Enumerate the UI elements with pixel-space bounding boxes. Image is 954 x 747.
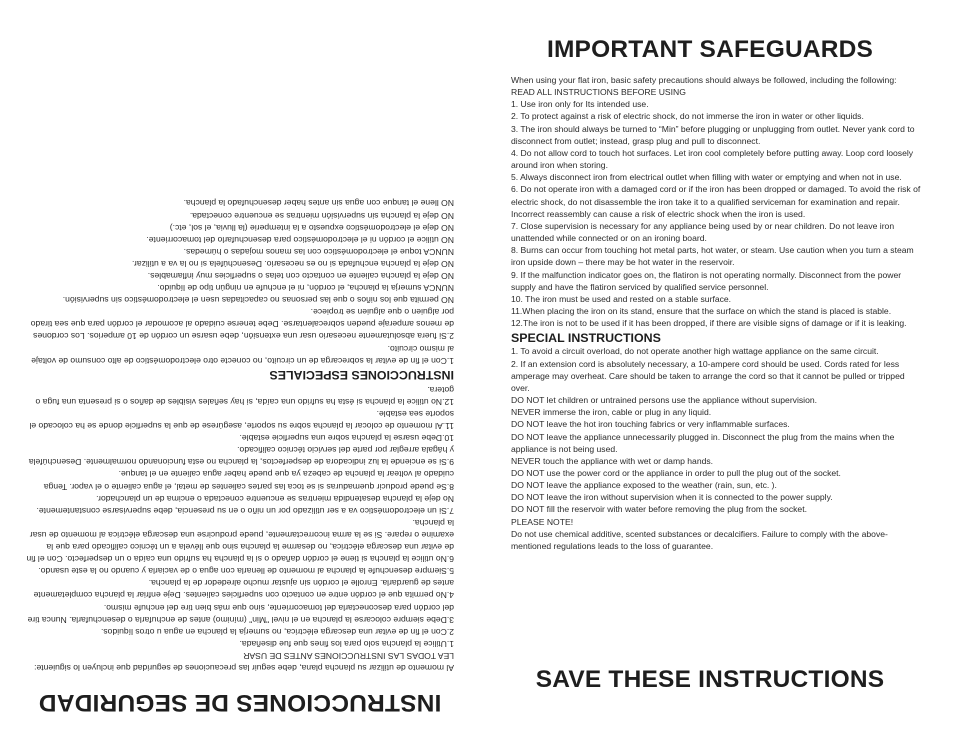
spanish-special-paragraph: NO deje la plancha enchufada si no es necesario. Desenchúfela si no la va a utilizar. bbox=[132, 258, 454, 269]
english-special-paragraph: 2. If an extension cord is absolutely necessary, a 10-ampere cord should be used. Cords rated for less amperage may overheat. Care should be taken to arrange the cord so that it cannot be pulled or tripped over. bbox=[511, 358, 905, 393]
english-page bbox=[477, 0, 954, 747]
spanish-special-paragraph: 2.Si fuera absolutamente necesario usar una extensión, debe usarse un cordón de 10 amperios. Los cordones de menos amperaje pueden sobrecalentarse. Debe tenerse cuidado al acomodar el cordón para que sea tirado por alguien o que alguien se tropiece. bbox=[30, 307, 454, 342]
spanish-paragraph: 12.No utilice la plancha si ésta ha sufrido una caída, si hay señales visibles de daños o si presenta una fuga o gotera. bbox=[35, 384, 454, 407]
english-special-paragraph: DO NOT fill the reservoir with water before removing the plug from the socket. bbox=[511, 504, 807, 515]
english-paragraph: 11.When placing the iron on its stand, ensure that the surface on which the stand is placed is stable. bbox=[511, 305, 892, 316]
spanish-paragraph: 5.Siempre desenchufe la plancha al momento de llenarla con agua o de vaciarla y cuando no la este usando. bbox=[38, 566, 454, 577]
spanish-paragraph: 9.Si se enciende la luz indicadora de desperfectos, la plancha no esta funcionando normalmente. Desenchúfela y hágala arreglar por parte del servicio técnico calificado. bbox=[28, 445, 454, 468]
english-special-paragraph: DO NOT leave the hot iron touching fabrics or very inflammable surfaces. bbox=[511, 419, 790, 430]
spanish-body bbox=[26, 197, 454, 674]
english-paragraph: 5. Always disconnect iron from electrical outlet when filling with water or emptying and when not in use. bbox=[511, 172, 902, 183]
spanish-paragraph: 11.Al momento de colocar la plancha sobre su soporte, asegúrese de que la superficie donde se ha colocado el soporte sea estable. bbox=[29, 409, 454, 432]
spanish-special-paragraph: NO deje el electrodoméstico expuesto a la intemperie (la lluvia, el sol, etc.) bbox=[169, 222, 454, 233]
english-paragraph: 9. If the malfunction indicator goes on, the flatiron is not operating normally. Disconnect from the power supply and have the flatiron serviced by qualified service personnel. bbox=[511, 269, 902, 292]
english-special-paragraph: NEVER immerse the iron, cable or plug in any liquid. bbox=[511, 407, 712, 418]
spanish-paragraph: 3.Debe siempre colocarse la plancha en el nivel "Min" (mínimo) antes de enchufarla o desenchufarla. Nunca tire del cordón para desconectarla del tomacorriente, sino que más bien tire del enchufe mismo. bbox=[27, 602, 454, 625]
spanish-paragraph: LEA TODAS LAS INSTRUCCIONES ANTES DE USAR bbox=[243, 650, 454, 661]
english-special-paragraph: NEVER touch the appliance with wet or damp hands. bbox=[511, 455, 714, 466]
spanish-special-paragraph: NO deje la plancha caliente en contacto con telas o superficies muy inflamables. bbox=[147, 271, 454, 281]
spanish-special-paragraph: NUNCA toque el electrodoméstico con las manos mojadas o húmedas. bbox=[183, 246, 454, 257]
spanish-special-paragraph: NO deje la plancha sin supervisión mientras se encuentre conectada. bbox=[189, 210, 454, 221]
english-special-paragraph: Do not use chemical additive, scented substances or decalcifiers. Failure to comply with the above-mentioned regulations leads to the loss of guarantee. bbox=[511, 528, 888, 551]
english-special-paragraph: 1. To avoid a circuit overload, do not operate another high wattage appliance on the same circuit. bbox=[511, 346, 879, 357]
spanish-special-paragraph: NUNCA sumerja la plancha, el cordón, ni el enchufe en ningún tipo de líquido. bbox=[157, 283, 454, 294]
spanish-paragraph: 8.Se puede producir quemaduras si se toca las partes calientes de metal, el agua caliente o el vapor. Tenga cuidado al voltear la plancha de cabeza ya que puede haber agua caliente en el tanque. bbox=[43, 469, 454, 492]
english-special-paragraph: DO NOT leave the iron without supervision when it is connected to the power supply. bbox=[511, 492, 833, 503]
english-paragraph: 6. Do not operate iron with a damaged cord or if the iron has been dropped or damaged. To avoid the risk of electric shock, do not disassemble the iron take it to a qualified serviceman for examination and repair. Incorrect reassembly can cause a risk of electric shock when the iron is used. bbox=[511, 184, 921, 219]
spanish-title: INSTRUCCIONES DE SEGURIDAD bbox=[38, 689, 442, 716]
spanish-paragraph: Al momento de utilizar su plancha plana, debe seguir las precauciones de seguridad que incluyen lo siguiente: bbox=[34, 663, 454, 673]
spanish-paragraph: 10.Debe usarse la plancha sobre una superficie estable. bbox=[239, 433, 454, 444]
english-paragraph: 8. Burns can occur from touching hot metal parts, hot water, or steam. Use caution when you turn a steam iron upside down – there may be hot water in the reservoir. bbox=[511, 245, 914, 268]
english-special-paragraph: DO NOT let children or untrained persons use the appliance without supervision. bbox=[511, 395, 818, 406]
english-special-paragraph: DO NOT use the power cord or the appliance in order to pull the plug out of the socket. bbox=[511, 468, 841, 478]
english-paragraph: 3. The iron should always be turned to “Min” before plugging or unplugging from outlet. Never yank cord to disconnect from outlet; instead, grasp plug and pull to disconnect. bbox=[511, 123, 915, 146]
spanish-special-paragraph: NO permita que los niños o que las personas no capacitadas usen el electrodoméstico sin supervisión. bbox=[62, 295, 454, 306]
english-paragraph: 1. Use iron only for Its intended use. bbox=[511, 99, 649, 110]
english-paragraph: 12.The iron is not to be used if it has been dropped, if there are visible signs of damage or if it is leaking. bbox=[511, 318, 907, 329]
spanish-paragraph: 4.No permita que el cordón entre en contacto con superficies calientes. Deje enfriar la plancha completamente antes de guardarla. Enrolle el cordón sin ajustar mucho alrededor de la plancha. bbox=[33, 578, 454, 601]
english-footer: SAVE THESE INSTRUCTIONS bbox=[535, 666, 885, 693]
spanish-special-paragraph: NO utilice el cordón ni el electrodoméstico para desenchufarlo del tomacorriente. bbox=[146, 234, 454, 245]
english-body bbox=[511, 74, 923, 552]
spanish-special-paragraph: NO llene el tanque con agua sin antes haber desenchufado la plancha. bbox=[183, 198, 454, 209]
english-special-paragraph: DO NOT leave the appliance exposed to the weather (rain, sun, etc. ). bbox=[511, 480, 777, 491]
spanish-special-title: INSTRUCCIONES ESPECIALES bbox=[269, 367, 454, 382]
english-paragraph: 4. Do not allow cord to touch hot surfaces. Let iron cool completely before putting away. Loop cord loosely around iron when storing. bbox=[511, 147, 914, 171]
spanish-paragraph: 2.Con el fin de evitar una descarga eléctrica, no sumerja la plancha en agua u otros líquidos. bbox=[100, 626, 454, 637]
english-paragraph: READ ALL INSTRUCTIONS BEFORE USING bbox=[511, 87, 686, 98]
english-special-paragraph: PLEASE NOTE! bbox=[511, 516, 574, 527]
english-paragraph: 10. The iron must be used and rested on a stable surface. bbox=[511, 293, 732, 304]
english-special-paragraph: DO NOT leave the appliance unnecessarily plugged in. Disconnect the plug from the mains when the appliance is not being used. bbox=[511, 431, 895, 454]
english-paragraph: 7. Close supervision is necessary for any appliance being used by or near children. Do not leave iron unattended while connected or on an ironing board. bbox=[511, 220, 895, 244]
spanish-paragraph: 6.No utilice la plancha si tiene el cordón dañado o si la plancha ha sufrido una caída o un desperfecto. Con el fin de evitar una descarga eléctrica, no desarme la plancha sino que llévela a un técnico calificado para que la examine o repare. Si se la arma incorrectamente, puede producirse una descarga eléctrica al momento de usar la plancha. bbox=[26, 517, 454, 565]
spanish-paragraph: 7.Si un electrodoméstico va a ser utilizado por un niño o en su presencia, debe supervisarse constantemente. No deje la plancha desatendida mientras se encuentre conectada o encima de un planchador. bbox=[36, 493, 454, 516]
spanish-special-paragraph: 1.Con el fin de evitar la sobrecarga de un circuito, no conecte otro electrodoméstico de alto consumo de voltaje al mismo circuito. bbox=[31, 343, 454, 366]
english-special-title: SPECIAL INSTRUCTIONS bbox=[511, 331, 661, 346]
spanish-page-content bbox=[26, 28, 454, 718]
english-title: IMPORTANT SAFEGUARDS bbox=[546, 36, 874, 63]
english-paragraph: 2. To protect against a risk of electric shock, do not immerse the iron in water or other liquids. bbox=[511, 111, 864, 122]
english-paragraph: When using your flat iron, basic safety precautions should always be followed, including the following: bbox=[511, 75, 897, 85]
spanish-paragraph: 1.Utilice la plancha solo para los fines que fue diseñada. bbox=[239, 638, 454, 649]
